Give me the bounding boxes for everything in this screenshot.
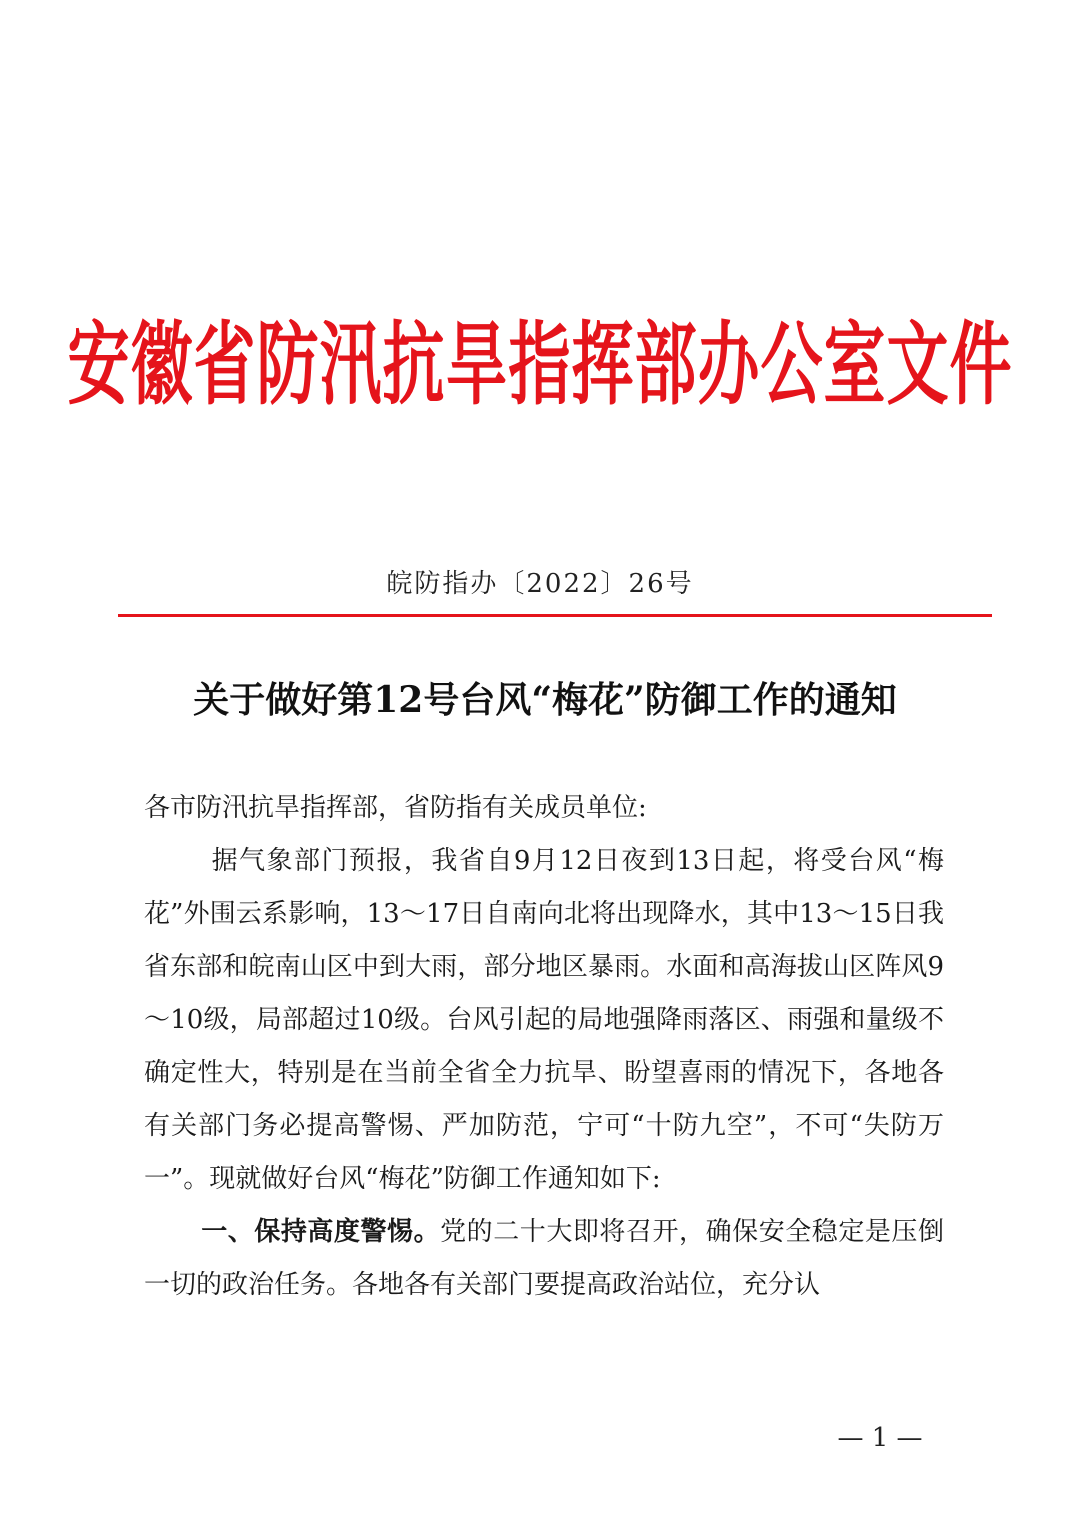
document-body	[144, 782, 944, 1312]
section-heading-1: 一、保持高度警惕。	[201, 1217, 441, 1247]
document-title: 关于做好第12号台风“梅花”防御工作的通知	[193, 679, 897, 721]
paragraph-2	[144, 1206, 944, 1312]
paragraph-2-text: 党的二十大即将召开，确保安全稳定是压倒一切的政治任务。各地各有关部门要提高政治站位，充分认	[144, 1217, 944, 1300]
page-number: — 1 —	[837, 1423, 923, 1453]
salutation: 各市防汛抗旱指挥部，省防指有关成员单位:	[144, 793, 647, 823]
paragraph-1: 据气象部门预报，我省自9月12日夜到13日起，将受台风“梅花”外围云系影响，13～17日自南向北将出现降水，其中13～15日我省东部和皖南山区中到大雨，部分地区暴雨。水面和高海拔山区阵风9～10级，局部超过10级。台风引起的局地强降雨落区、雨强和量级不确定性大，特别是在当前全省全力抗旱、盼望喜雨的情况下，各地各有关部门务必提高警惕、严加防范，宁可“十防九空”，不可“失防万一”。现就做好台风“梅花”防御工作通知如下:	[144, 846, 944, 1194]
masthead-title: 安徽省防汛抗旱指挥部办公室文件	[67, 311, 1013, 418]
red-separator-line	[118, 614, 992, 617]
document-number: 皖防指办〔2022〕26号	[386, 569, 694, 599]
